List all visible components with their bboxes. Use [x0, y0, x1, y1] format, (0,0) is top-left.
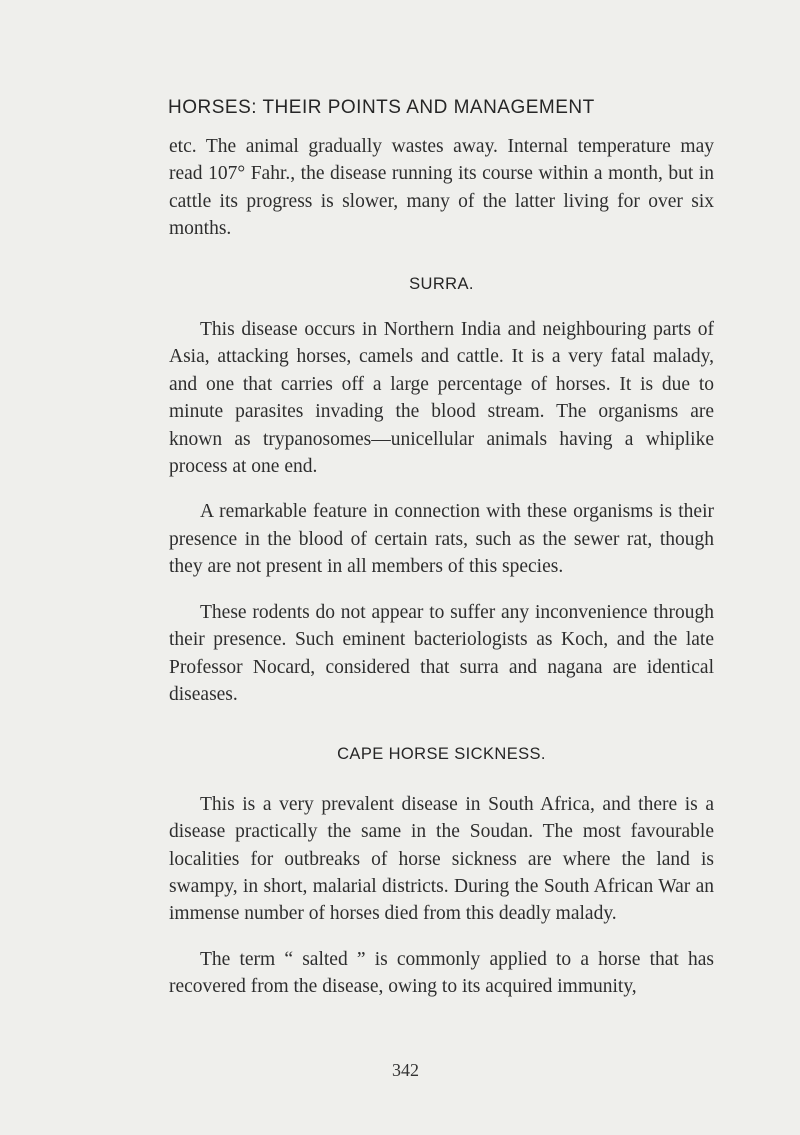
page-number: 342 [392, 1060, 419, 1080]
section-heading-surra: SURRA. [409, 274, 474, 293]
paragraph-continuation: etc. The animal gradually wastes away. Internal temperature may read 107° Fahr., the disease running its course within a month, but in cattle its progress is slower, many of the latter living for over six months. [169, 136, 714, 240]
paragraph-gap [169, 581, 714, 599]
paragraph-surra-rats: A remarkable feature in connection with these organisms is their presence in the blood of certain rats, such as the sewer rat, though they are not present in all members of this species. [169, 501, 714, 578]
paragraph-gap [169, 928, 714, 946]
section-heading-cape-horse-sickness: CAPE HORSE SICKNESS. [337, 745, 546, 764]
running-head: HORSES: THEIR POINTS AND MANAGEMENT [168, 97, 595, 118]
paragraph-cape-intro: This is a very prevalent disease in South Africa, and there is a disease practically the same in the Soudan. The most favourable localities for outbreaks of horse sickness are where the land is swampy, in short, malarial districts. During the South African War an immense number of horses died from this deadly malady. [169, 793, 714, 925]
body-text [169, 133, 714, 1001]
paragraph-cape-salted: The term “ salted ” is commonly applied to a horse that has recovered from the disease, owing to its acquired immunity, [169, 948, 714, 998]
paragraph-gap [169, 480, 714, 498]
paragraph-surra-intro: This disease occurs in Northern India and neighbouring parts of Asia, attacking horses, camels and cattle. It is a very fatal malady, and one that carries off a large percentage of horses. It is due to minute parasites invading the blood stream. The organisms are known as trypanosomes—unicellular animals having a whiplike process at one end. [169, 319, 714, 478]
paragraph-surra-rodents: These rodents do not appear to suffer any inconvenience through their presence. Such eminent bacteriologists as Koch, and the late Professor Nocard, considered that surra and nagana are identical diseases. [169, 601, 714, 705]
